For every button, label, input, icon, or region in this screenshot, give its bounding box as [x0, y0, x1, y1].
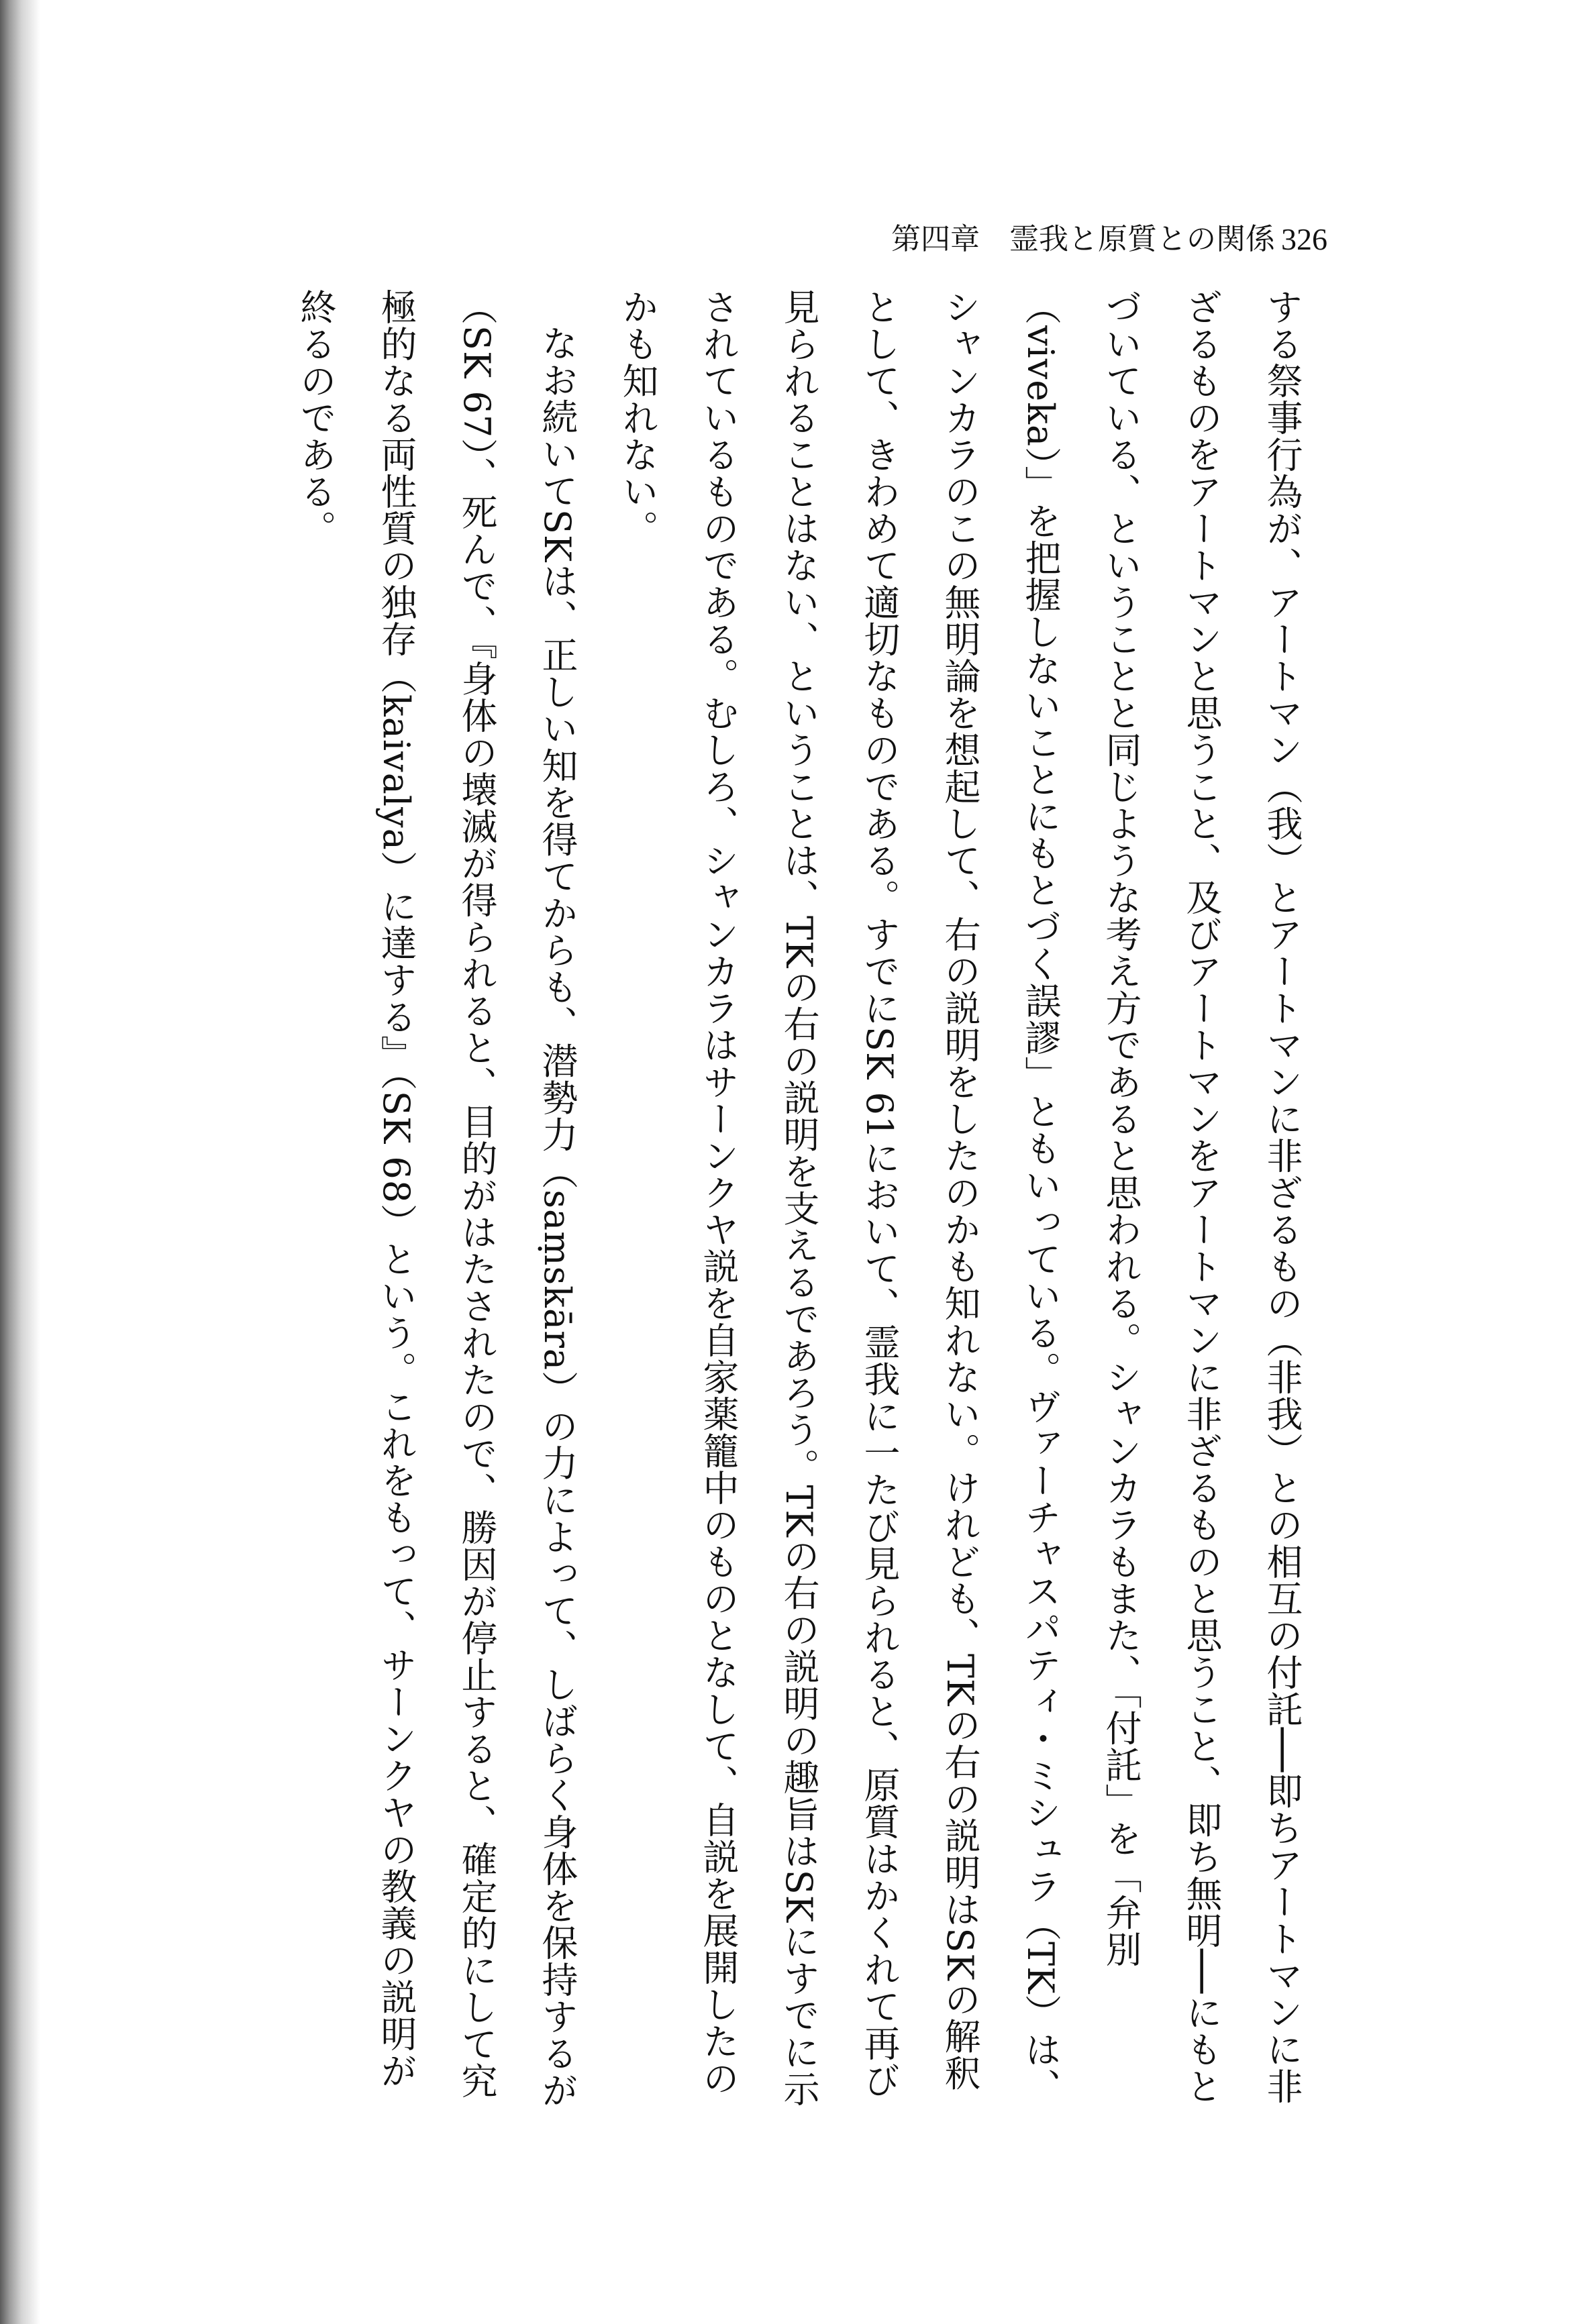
vertical-text-block: [181, 288, 1322, 2113]
chapter-title: 第四章 霊我と原質との関係: [891, 222, 1275, 256]
page-number: 326: [1281, 222, 1327, 256]
running-header: [891, 216, 1327, 263]
paragraph: する祭事行為が、アートマン（我）とアートマンに非ざるもの（非我）との相互の付託──即ちアートマンに非ざるものをアートマンと思うこと、及びアートマンをアートマンに非ざるものと思うこと、即ち無明──にもとづいている、ということと同じような考え方であると思われる。シャンカラもまた、「付託」を「弁別（viveka）」を把握しないことにもとづく誤謬」ともいっている。ヴァーチャスパティ・ミシュラ（TK）は、シャンカラのこの無明論を想起して、右の説明をしたのかも知れない。けれども、TKの右の説明はSKの解釈として、きわめて適切なものである。すでにSK 61において、霊我に一たび見られると、原質はかくれて再び見られることはない、ということは、TKの右の説明を支えるであろう。TKの右の説明の趣旨はSKにすでに示されているものである。むしろ、シャンカラはサーンクヤ説を自家薬籠中のものとなして、自説を展開したのかも知れない。: [617, 288, 1303, 2108]
page-edge-shadow: [0, 0, 40, 2324]
paragraph: なお続いてSKは、正しい知を得てからも、潜勢力（saṃskāra）の力によって、しばらく身体を保持するが（SK 67）、死んで、『身体の壊滅が得られると、目的がはたされたので、勝因が停止すると、確定的にして究極的なる両性質の独存（kaivalya）に達する』（SK 68）という。これをもって、サーンクヤの教義の説明が終るのである。: [295, 288, 578, 2109]
